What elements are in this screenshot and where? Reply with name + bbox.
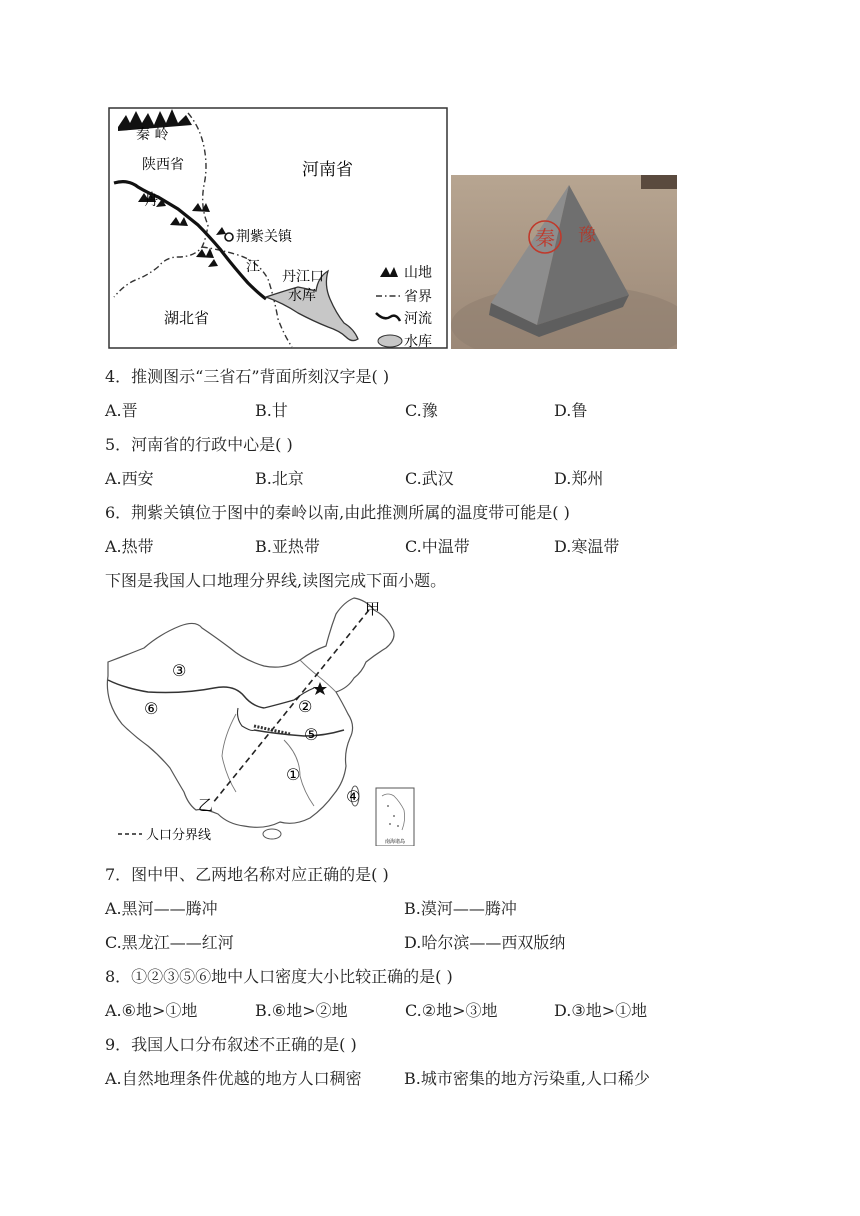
reservoir-legend-icon	[378, 335, 402, 347]
label-region-5: ⑤	[304, 725, 319, 744]
south-china-sea-inset	[376, 788, 414, 846]
q8-option-d[interactable]: D.③地>①地	[554, 1001, 648, 1020]
photo-char-yu: 豫	[578, 225, 596, 246]
label-yi: 乙	[198, 796, 214, 814]
q5-option-c[interactable]: C.武汉	[405, 469, 454, 488]
label-town: 荆紫关镇	[236, 229, 292, 245]
intro-text: 下图是我国人口地理分界线,读图完成下面小题。	[105, 571, 447, 590]
q9-option-b[interactable]: B.城市密集的地方污染重,人口稀少	[404, 1069, 650, 1088]
label-henan: 河南省	[302, 160, 353, 180]
q7-option-c[interactable]: C.黑龙江——红河	[105, 933, 234, 952]
q7-option-a[interactable]: A.黑河——腾冲	[105, 899, 218, 918]
label-reservoir-1: 丹江口	[282, 269, 324, 285]
q7-option-d[interactable]: D.哈尔滨——西双版纳	[404, 933, 566, 952]
q4-option-a[interactable]: A.晋	[105, 401, 138, 420]
label-jiang: 江	[246, 259, 260, 275]
q6-option-b[interactable]: B.亚热带	[255, 537, 320, 556]
q4-option-d[interactable]: D.鲁	[554, 401, 588, 420]
q8-option-a[interactable]: A.⑥地>①地	[105, 1001, 198, 1020]
q4-option-b[interactable]: B.甘	[255, 401, 288, 420]
question-7: 7．图中甲、乙两地名称对应正确的是( )	[105, 865, 389, 884]
q4-option-c[interactable]: C.豫	[405, 401, 438, 420]
label-shaanxi: 陕西省	[142, 157, 184, 173]
china-population-map	[104, 596, 420, 846]
inset-label: 南海诸岛	[384, 839, 406, 845]
question-9: 9．我国人口分布叙述不正确的是( )	[105, 1035, 357, 1054]
label-region-1: ①	[286, 765, 301, 784]
map2-legend-label: 人口分界线	[146, 828, 212, 843]
label-reservoir-2: 水库	[288, 288, 316, 304]
question-4: 4．推测图示“三省石”背面所刻汉字是( )	[105, 367, 390, 386]
q5-option-d[interactable]: D.郑州	[554, 469, 604, 488]
q7-option-b[interactable]: B.漠河——腾冲	[404, 899, 517, 918]
label-dan: 丹	[144, 193, 158, 209]
svg-text:山地: 山地	[404, 265, 432, 281]
label-region-6: ⑥	[144, 699, 159, 718]
q6-option-d[interactable]: D.寒温带	[554, 537, 620, 556]
q5-option-b[interactable]: B.北京	[255, 469, 304, 488]
three-province-stone-photo	[451, 175, 677, 349]
label-region-2: ②	[298, 697, 313, 716]
q5-option-a[interactable]: A.西安	[105, 469, 154, 488]
label-qinling: 秦 岭	[136, 127, 169, 143]
svg-text:省界: 省界	[404, 289, 432, 305]
svg-text:河流: 河流	[404, 311, 432, 327]
q6-option-a[interactable]: A.热带	[105, 537, 154, 556]
danjiang-map	[108, 107, 448, 349]
label-jia: 甲	[365, 600, 381, 618]
question-6: 6．荆紫关镇位于图中的秦岭以南,由此推测所属的温度带可能是( )	[105, 503, 570, 522]
question-8: 8．①②③⑤⑥地中人口密度大小比较正确的是( )	[105, 967, 453, 986]
q6-option-c[interactable]: C.中温带	[405, 537, 470, 556]
q8-option-b[interactable]: B.⑥地>②地	[255, 1001, 348, 1020]
town-marker-icon	[225, 233, 233, 241]
svg-text:水库: 水库	[404, 334, 432, 349]
label-region-3: ③	[172, 661, 187, 680]
q8-option-c[interactable]: C.②地>③地	[405, 1001, 498, 1020]
photo-char-qin: 秦	[535, 226, 555, 250]
question-5: 5．河南省的行政中心是( )	[105, 435, 293, 454]
label-region-4: ④	[346, 787, 361, 806]
label-hubei: 湖北省	[164, 309, 210, 327]
q9-option-a[interactable]: A.自然地理条件优越的地方人口稠密	[105, 1069, 362, 1088]
